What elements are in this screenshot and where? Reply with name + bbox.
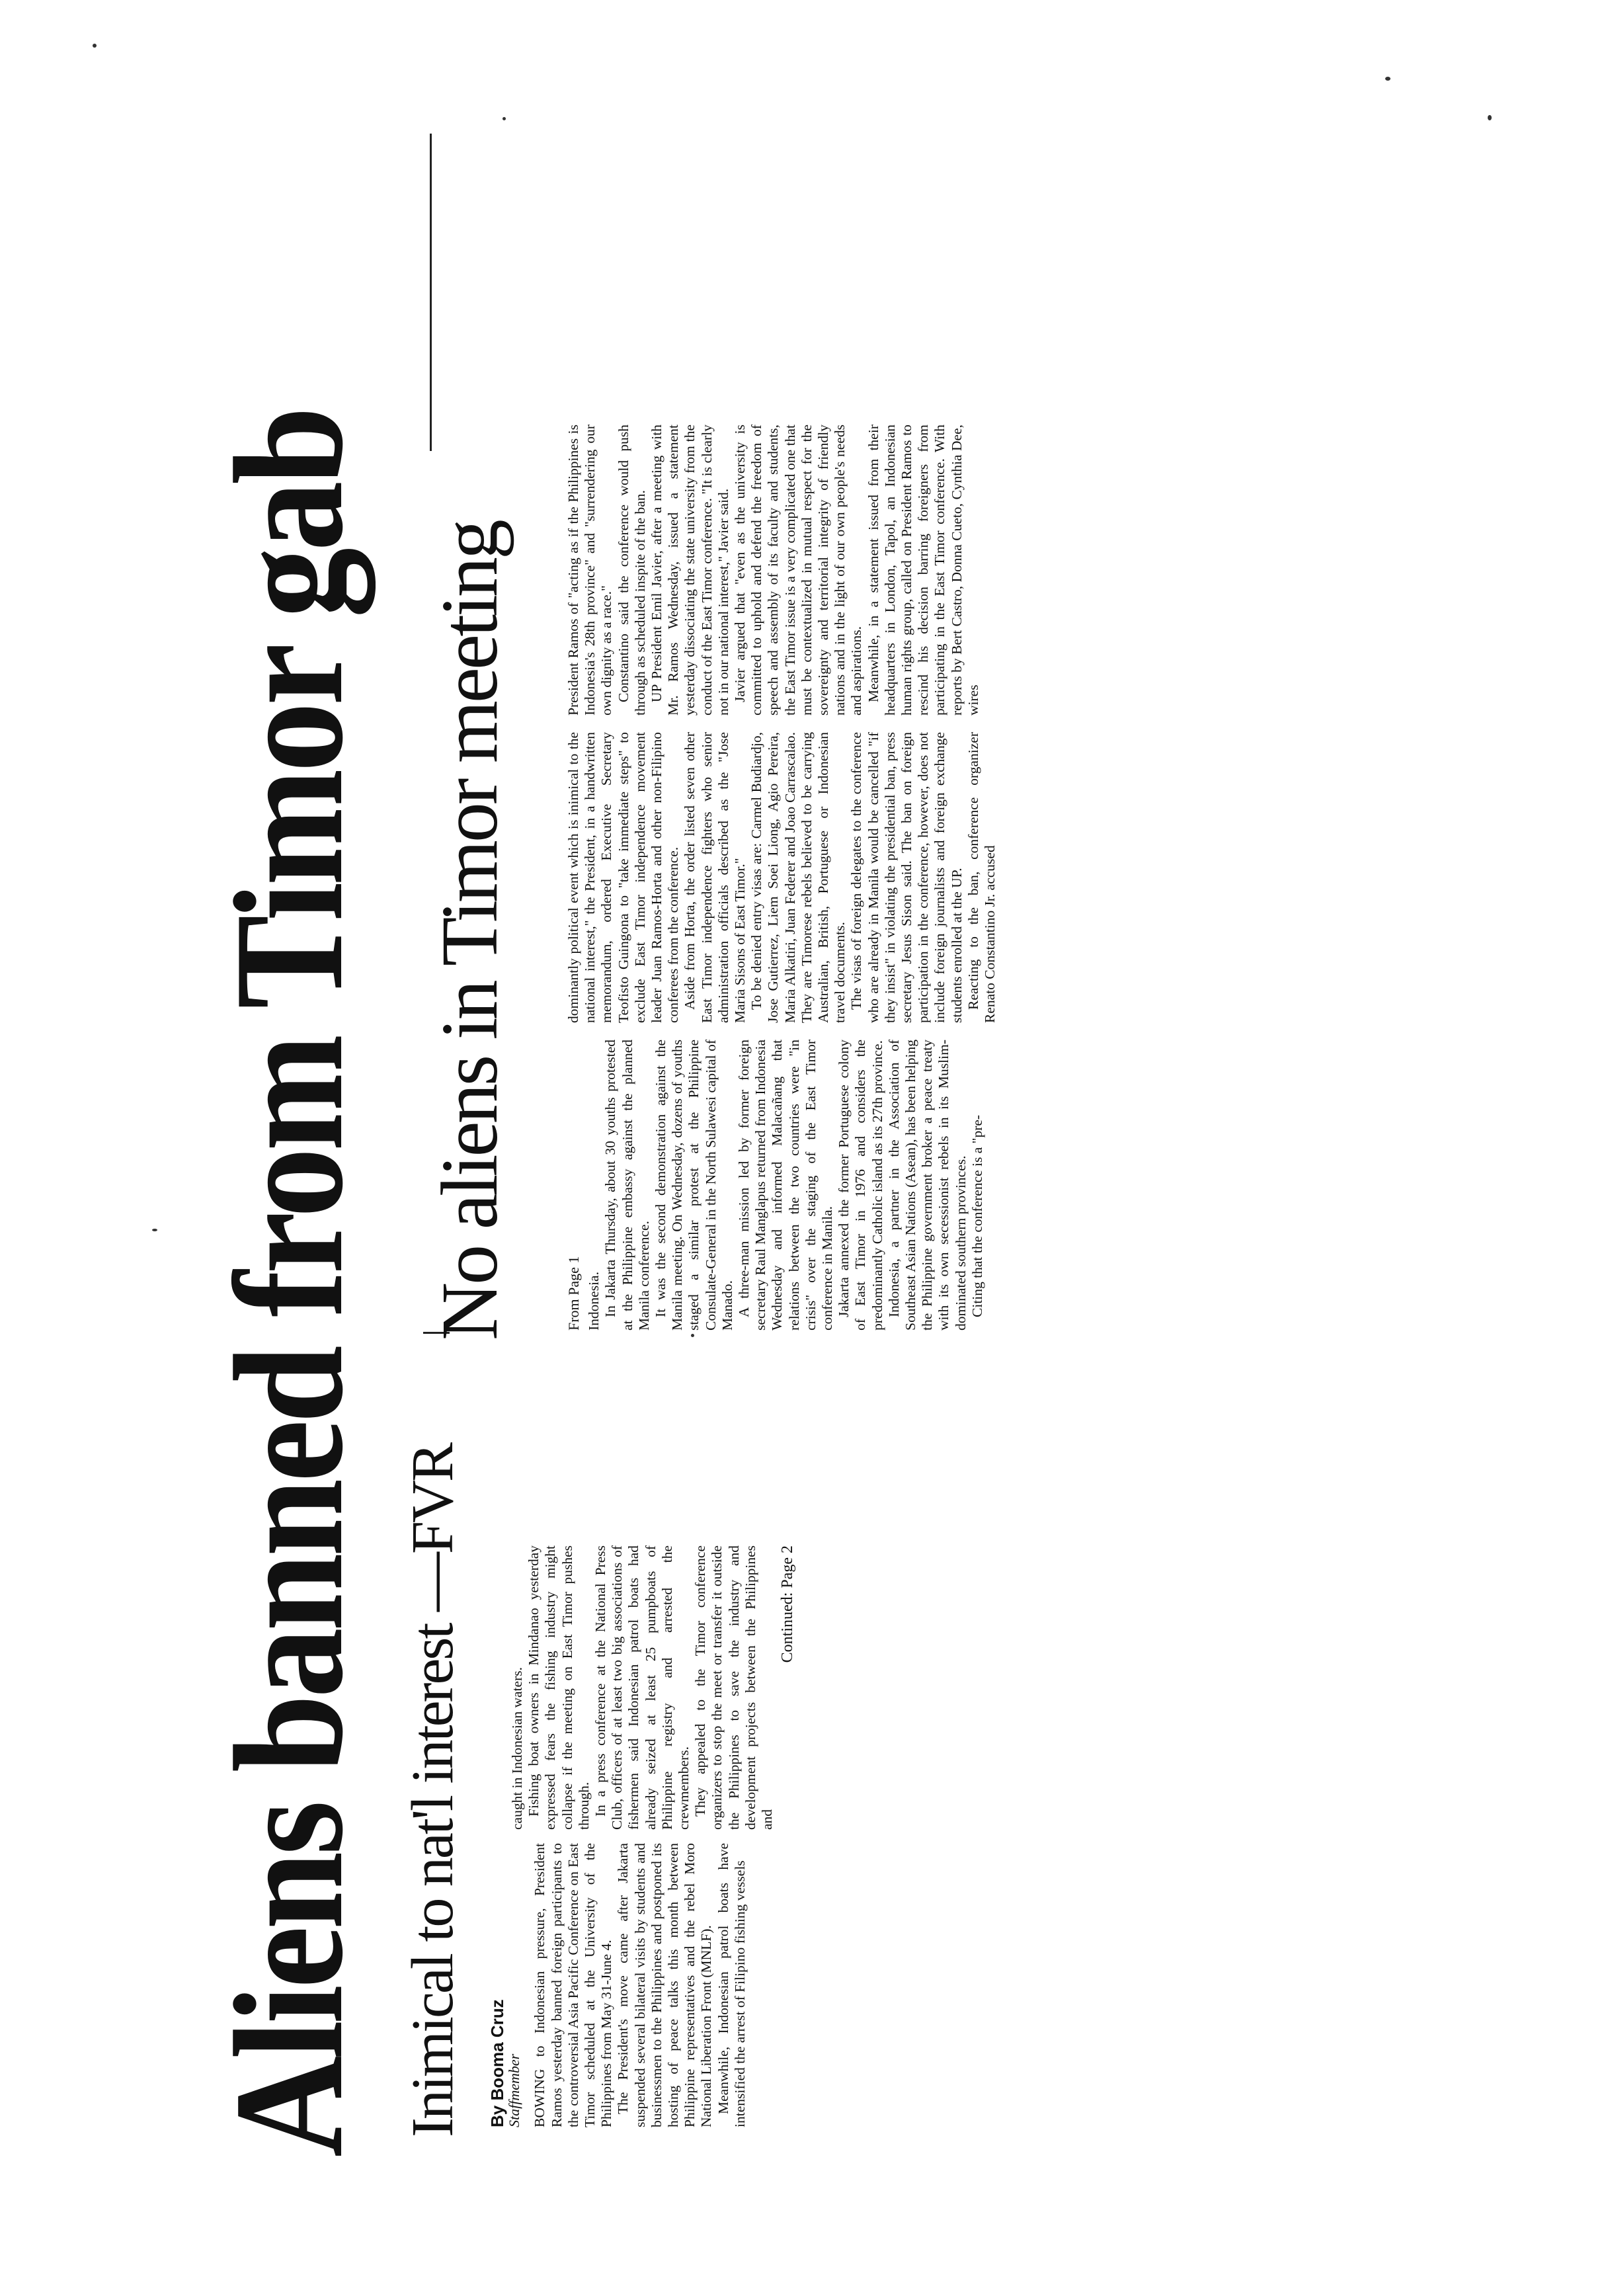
left-subheadline: Inimical to nat'l interest —FVR bbox=[400, 1444, 465, 2137]
paragraph: Meanwhile, in a statement issued from their headquarters in London, Tapol, an Indonesian human rights group, called on President Ramos to rescind his decision barring foreigners from participating in the East Timor conference. With reports by Bert Castro, Donna Cueto, Cynthia Dee, wires bbox=[865, 425, 981, 716]
paragraph: Fishing boat owners in Mindanao yesterday expressed fears the fishing industry might collapse if the meeting on East Timor pushes through. bbox=[526, 1545, 592, 1830]
paragraph: Citing that the conference is a "pre- bbox=[969, 1114, 985, 1317]
scan-speck bbox=[93, 44, 97, 48]
right-story-column-3 bbox=[565, 425, 982, 716]
paragraph: To be denied entry visas are: Carmel Budiardjo, Jose Gutierrez, Liem Soei Liong, Agio Pereira, Maria Alkatiri, Juan Federer and Joao Carrascalao. They are Timorese rebels believed to be carrying Australian, British, Portuguese or Indonesian travel documents. bbox=[748, 732, 848, 1023]
from-page-note: From Page 1 bbox=[565, 1256, 582, 1331]
paragraph: It was the second demonstration against the Manila meeting. On Wednesday, dozens of youths staged a similar protest at the Philippine Consulate-General in the North Sulawesi capital of Manado. bbox=[653, 1040, 735, 1331]
byline-role: Staffmember bbox=[506, 2053, 523, 2127]
paragraph: Reacting to the ban, conference organizer Renato Constantino Jr. accused bbox=[965, 732, 998, 1023]
right-subheadline: No aliens in Timor meeting bbox=[425, 522, 514, 1340]
paragraph: Indonesia. bbox=[586, 1272, 602, 1331]
scan-speck bbox=[152, 1229, 157, 1231]
paragraph: Aside from Horta, the order listed seven other East Timor independence fighters who senior administration officials described as the "Jose Maria Sisons of East Timor." bbox=[682, 732, 748, 1023]
paragraph: A three-man mission led by former foreign secretary Raul Manglapus returned from Indonesia Wednesday and informed Malacañang that relations between the two countries were "in crisis" over the staging of the East Timor conference in Manila. bbox=[736, 1040, 836, 1331]
paragraph: Meanwhile, Indonesian patrol boats have intensified the arrest of Filipino fishing vessels bbox=[715, 1843, 748, 2127]
paragraph: BOWING to Indonesian pressure, President Ramos yesterday banned foreign participants to the controversial Asia Pacific Conference on East Timor scheduled at the University of the Philippines from May 31-June 4. bbox=[532, 1843, 615, 2127]
left-story-column-2 bbox=[509, 1545, 796, 1830]
paragraph: Javier argued that "even as the university is committed to uphold and defend the freedom of speech and assembly of its faculty and students, the East Timor issue is a very complicated one that must be contextualized in mutual respect for the sovereignty and territorial integrity of friendly nations and in the light of our own people's needs and aspirations. bbox=[732, 425, 865, 716]
right-story-column-1 bbox=[565, 1040, 986, 1331]
paragraph: They appealed to the Timor conference organizers to stop the meet or transfer it outside the Philippines to save the industry and development projects between the Philippines and bbox=[692, 1545, 776, 1830]
scan-speck bbox=[1385, 77, 1390, 81]
scan-speck bbox=[1488, 115, 1492, 120]
paragraph: Indonesia, a partner in the Association of Southeast Asian Nations (Asean), has been helping the Philippine government broker a peace treaty with its own secessionist rebels in its Muslim-dominated southern provinces. bbox=[885, 1040, 969, 1331]
paragraph: President Ramos of "acting as if the Philippines is Indonesia's 28th province" and "surrendering our own dignity as a race." bbox=[565, 425, 615, 716]
scan-speck bbox=[502, 117, 506, 120]
byline: By Booma Cruz bbox=[487, 1999, 507, 2127]
right-story-column-2 bbox=[565, 732, 998, 1023]
left-story-column-1 bbox=[489, 1843, 748, 2127]
paragraph: dominantly political event which is inimical to the national interest," the President, in a handwritten memorandum, ordered Executive Secretary Teofisto Guingona to "take immediate steps" to exclude East Timor independence movement leader Juan Ramos-Horta and other non-Filipino conferees from the conference. bbox=[565, 732, 682, 1023]
paragraph: Jakarta annexed the former Portuguese colony of East Timor in 1976 and considers the predominantly Catholic island as its 27th province. bbox=[836, 1040, 885, 1331]
paragraph: Constantino said the conference would push through as scheduled inspite of the ban. bbox=[615, 425, 648, 716]
headline-rule bbox=[430, 134, 432, 451]
paragraph: UP President Emil Javier, after a meeting with Mr. Ramos Wednesday, issued a statement yesterday dissociating the state university from the conduct of the East Timor conference. "It is clearly not in our national interest," Javier said. bbox=[649, 425, 731, 716]
paragraph: caught in Indonesian waters. bbox=[509, 1667, 525, 1830]
paragraph: The visas of foreign delegates to the conference who are already in Manila would be cancelled "if they insist" in violating the presidential ban, press secretary Jesus Sison said. The ban on foreign participation in the conference, however, does not include foreign journalists and foreign exchange students enrolled at the UP. bbox=[848, 732, 965, 1023]
scan-speck bbox=[691, 1334, 694, 1337]
main-headline: Aliens banned from Timor gab bbox=[203, 409, 376, 2157]
paragraph: The President's move came after Jakarta suspended several bilateral visits by students and businessmen to the Philippines and postponed its hosting of peace talks this month between Philippine representatives and the rebel Moro National Liberation Front (MNLF). bbox=[615, 1843, 715, 2127]
paragraph: In Jakarta Thursday, about 30 youths protested at the Philippine embassy against the planned Manila conference. bbox=[602, 1040, 652, 1331]
paragraph: In a press conference at the National Press Club, officers of at least two big associations of fishermen said Indonesian patrol boats had already seized at least 25 pumpboats of Philippine registry and arrested the crewmembers. bbox=[592, 1545, 692, 1830]
continued-note: Continued: Page 2 bbox=[779, 1545, 797, 1663]
